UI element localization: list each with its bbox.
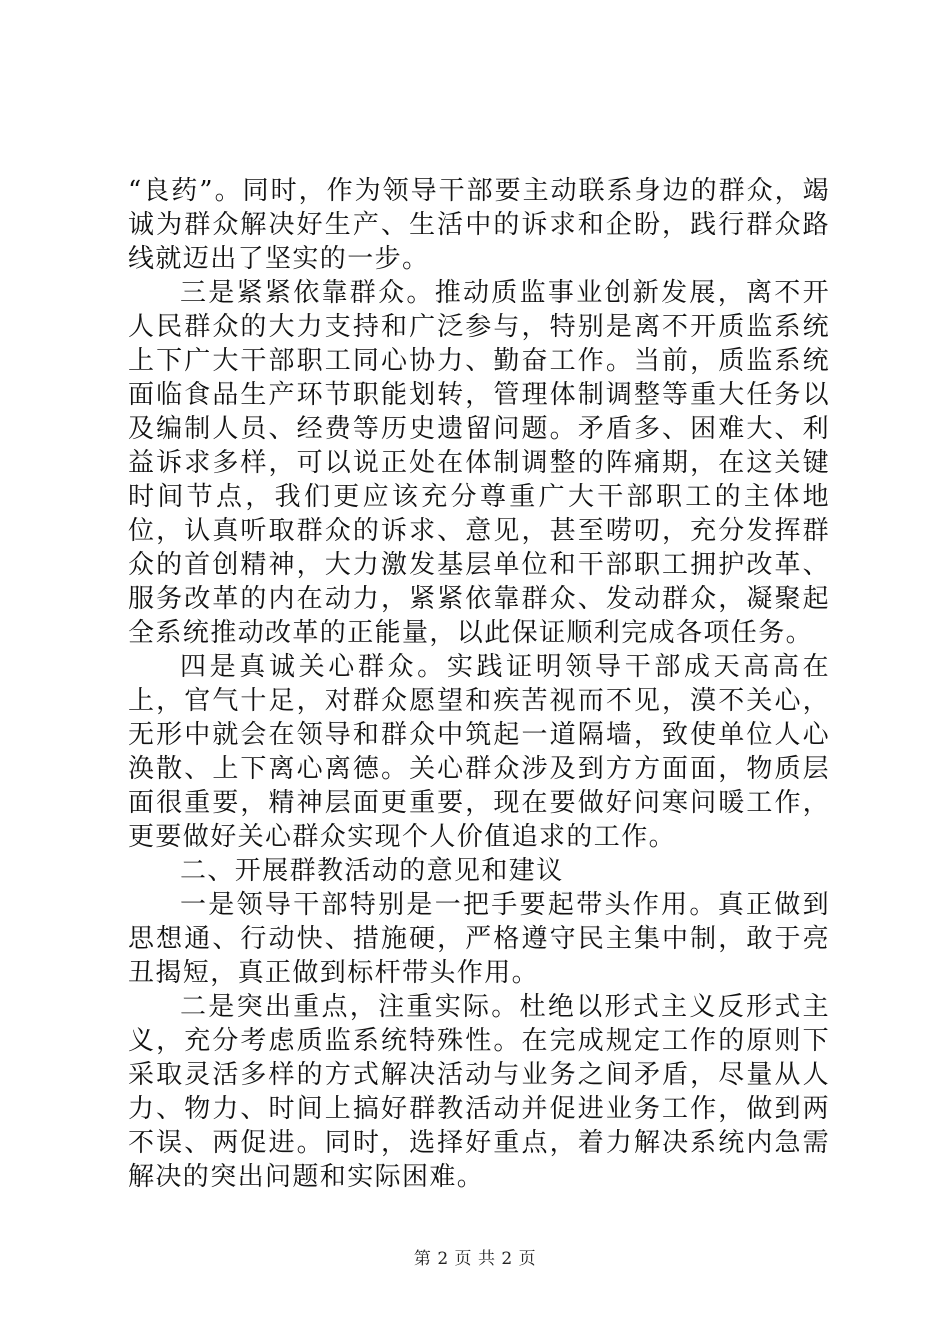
paragraph-leaders-lead: 一是领导干部特别是一把手要起带头作用。真正做到思想通、行动快、措施硬，严格遵守民主集中制，敢于亮丑揭短，真正做到标杆带头作用。 — [128, 890, 830, 988]
paragraph-rely-on-masses: 三是紧紧依靠群众。推动质监事业创新发展，离不开人民群众的大力支持和广泛参与，特别是离不开质监系统上下广大干部职工同心协力、勤奋工作。当前，质监系统面临食品生产环节职能划转，管理体制调整等重大任务以及编制人员、经费等历史遗留问题。矛盾多、困难大、利益诉求多样，可以说正处在体制调整的阵痛期，在这关键时间节点，我们更应该充分尊重广大干部职工的主体地位，认真听取群众的诉求、意见，甚至唠叨，充分发挥群众的首创精神，大力激发基层单位和干部职工拥护改革、服务改革的内在动力，紧紧依靠群众、发动群众，凝聚起全系统推动改革的正能量，以此保证顺利完成各项任务。 — [128, 278, 830, 648]
page-number-footer: 第 2 页 共 2 页 — [413, 1249, 537, 1269]
document-body — [128, 174, 830, 1194]
paragraph-care-for-masses: 四是真诚关心群众。实践证明领导干部成天高高在上，官气十足，对群众愿望和疾苦视而不见，漠不关心，无形中就会在领导和群众中筑起一道隔墙，致使单位人心涣散、上下离心离德。关心群众涉及到方方面面，物质层面很重要，精神层面更重要，现在要做好问寒问暖工作，更要做好关心群众实现个人价值追求的工作。 — [128, 652, 830, 852]
section-heading-suggestions: 二、开展群教活动的意见和建议 — [180, 856, 564, 886]
paragraph-focus-on-priorities: 二是突出重点，注重实际。杜绝以形式主义反形式主义，充分考虑质监系统特殊性。在完成规定工作的原则下采取灵活多样的方式解决活动与业务之间矛盾，尽量从人力、物力、时间上搞好群教活动并促进业务工作，做到两不误、两促进。同时，选择好重点，着力解决系统内急需解决的突出问题和实际困难。 — [128, 992, 830, 1192]
paragraph-continuation: “良药”。同时，作为领导干部要主动联系身边的群众，竭诚为群众解决好生产、生活中的诉求和企盼，践行群众路线就迈出了坚实的一步。 — [128, 176, 830, 274]
